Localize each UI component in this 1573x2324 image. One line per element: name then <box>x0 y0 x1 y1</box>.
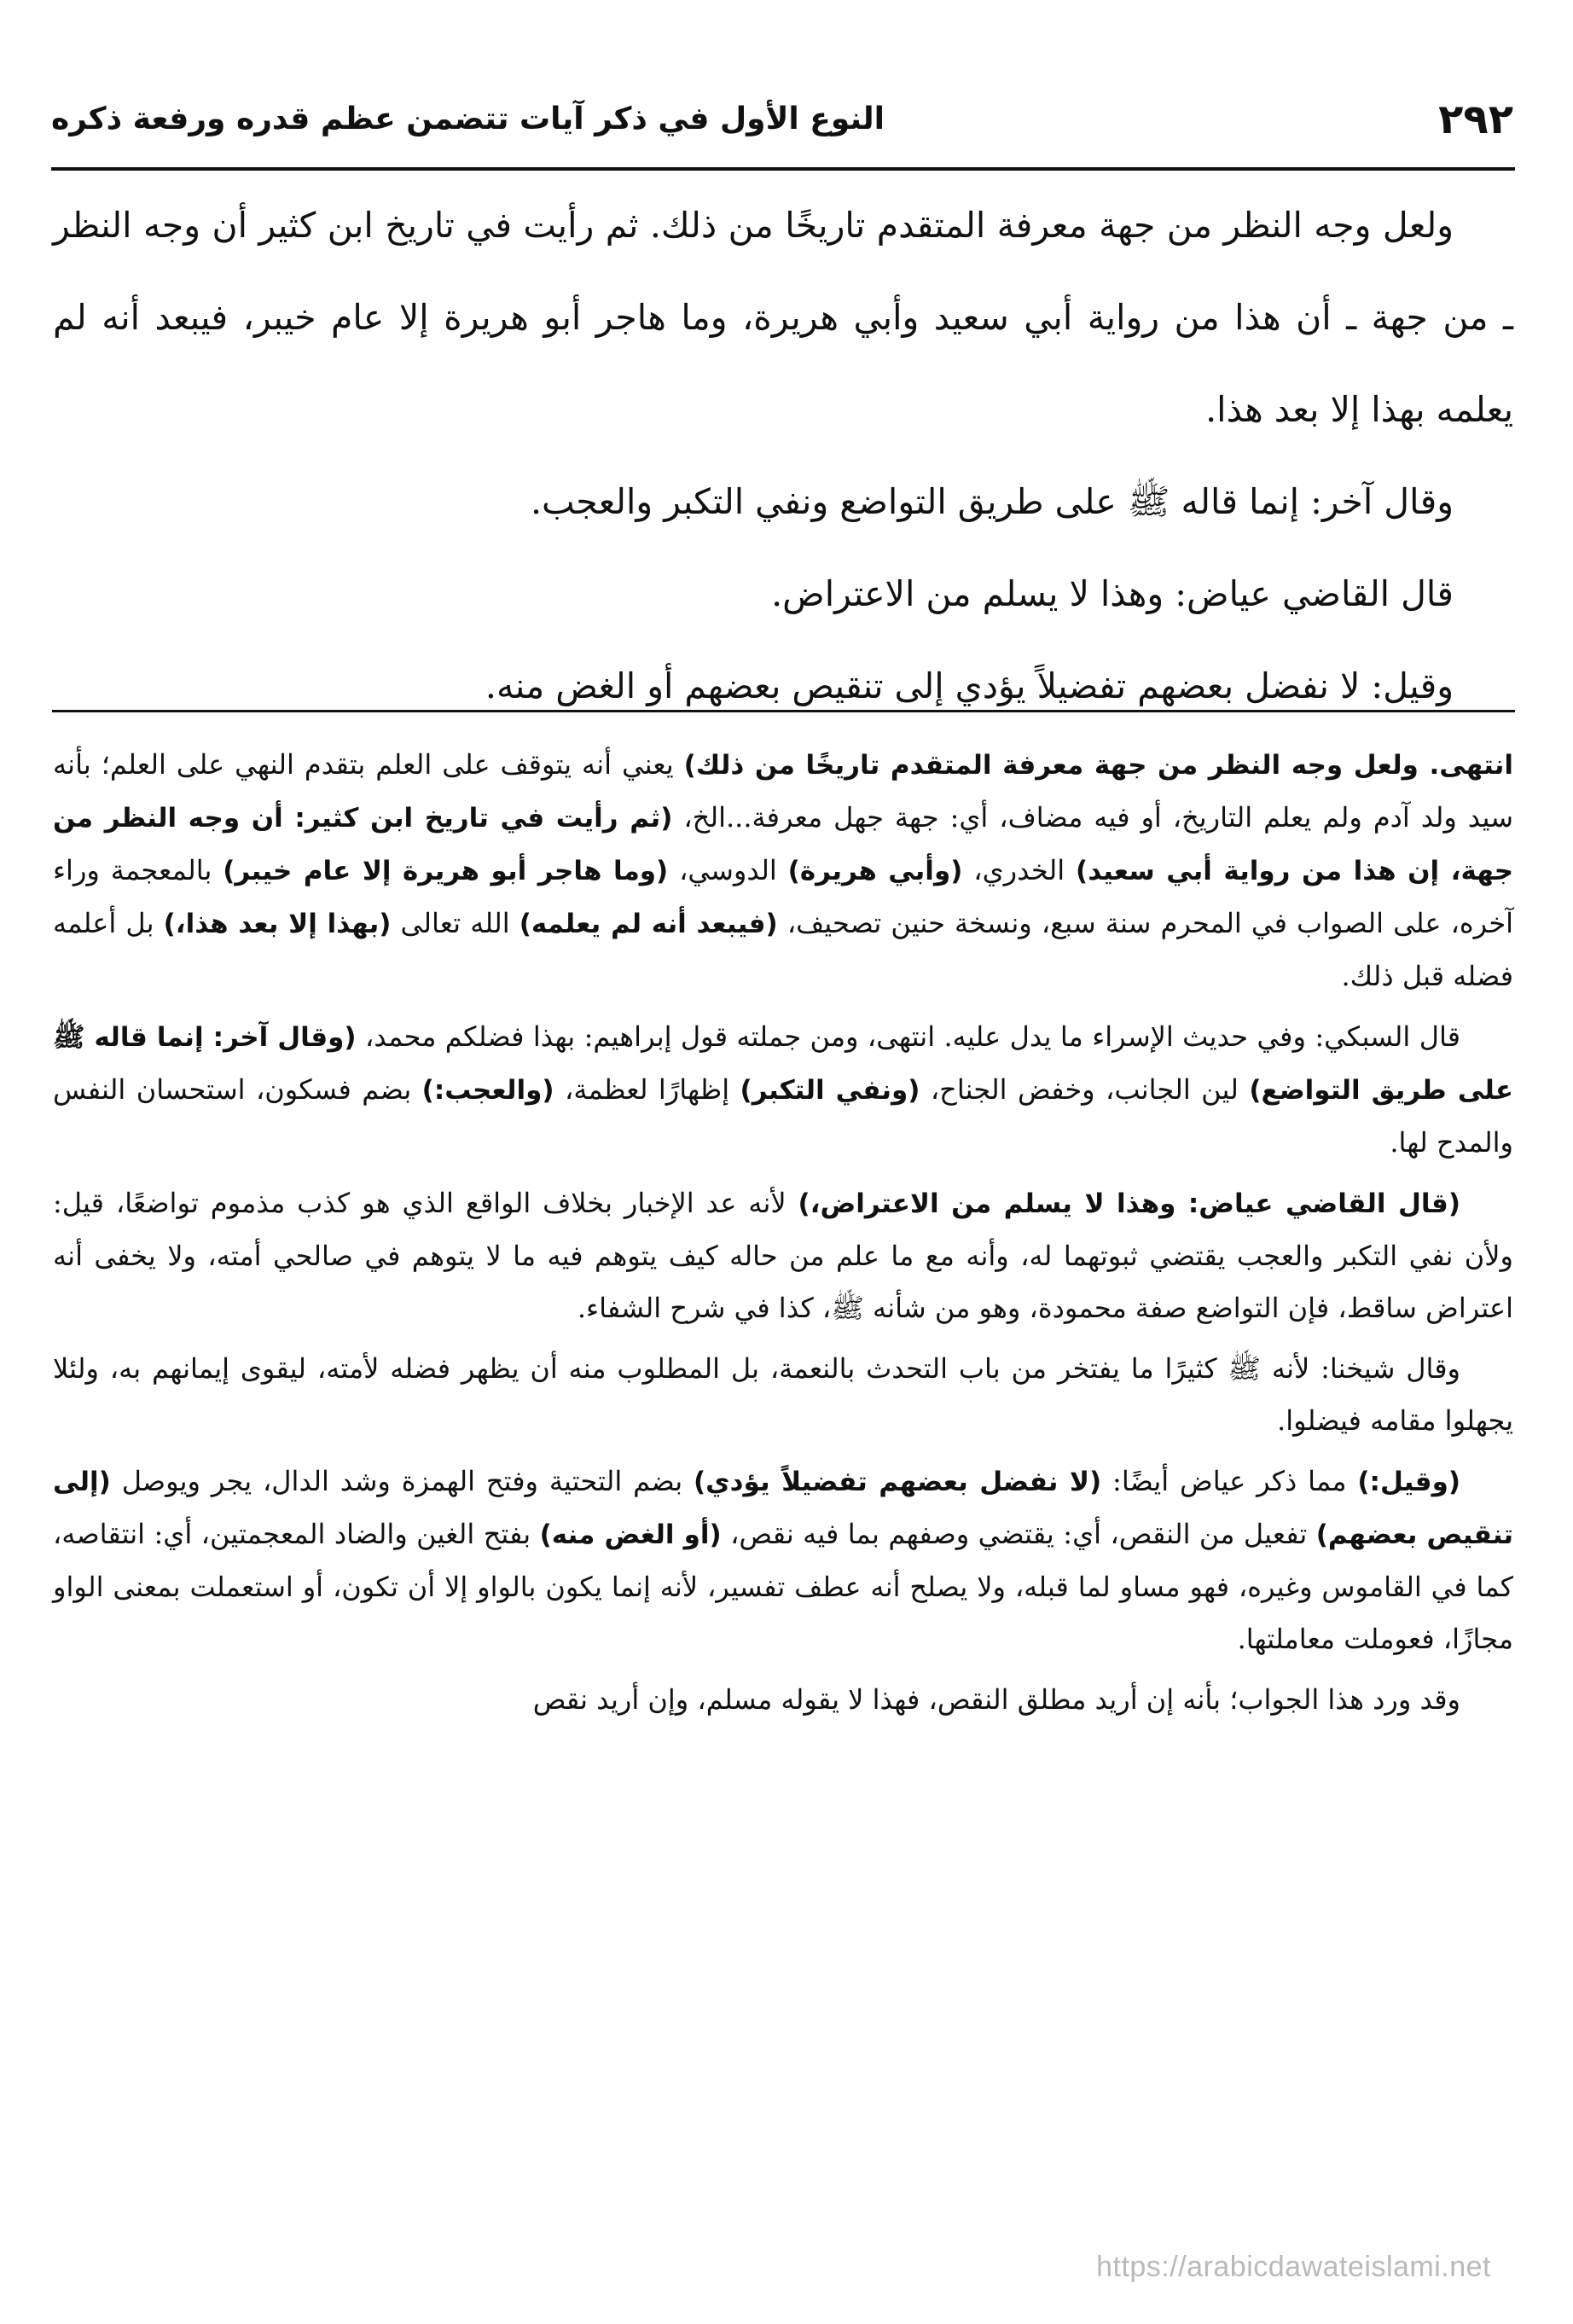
quoted-text: (والعجب:) <box>421 1075 554 1106</box>
commentary-text: الدوسي، <box>668 854 788 886</box>
quoted-text: (إلى تنقيص بعضهم) <box>53 1467 1514 1550</box>
quoted-text: (وقيل:) <box>1357 1467 1461 1497</box>
commentary-text: بضم فسكون، استحسان النفس والمدح لها. <box>53 1073 1513 1159</box>
quoted-text: انتهى. ولعل وجه النظر من جهة معرفة المتقدم تاريخًا من ذلك) <box>683 750 1513 781</box>
page-header <box>51 85 1513 154</box>
commentary-paragraph: وقد ورد هذا الجواب؛ بأنه إن أريد مطلق النقص، فهذا لا يقوله مسلم، وإن أريد نقص <box>532 1683 1460 1716</box>
commentary-text: لأنه عد الإخبار بخلاف الواقع الذي هو كذب مذموم تواضعًا، قيل: ولأن نفي التكبر والعجب يقتضي ثبوتهما له، وأنه مع ما علم من حاله كيف يتوهم فيه ما لا يتوهم في صالحي أمته، ولا يخفى أنه اعتراض ساقط، فإن التواضع صفة محمودة، وهو من شأنه ﷺ، كذا في شرح الشفاء. <box>53 1187 1513 1324</box>
commentary-paragraph <box>53 1455 1513 1665</box>
main-paragraph: ولعل وجه النظر من جهة معرفة المتقدم تاريخًا من ذلك. ثم رأيت في تاريخ ابن كثير أن وجه النظر ـ من جهة ـ أن هذا من رواية أبي سعيد وأبي هريرة، وما هاجر أبو هريرة إلا عام خيبر، فيبعد أنه لم يعلمه بهذا إلا بعد هذا. <box>53 205 1513 430</box>
header-rule <box>51 167 1515 171</box>
main-text <box>53 179 1513 732</box>
commentary-text: بل أعلمه فضله قبل ذلك. <box>53 907 1513 992</box>
commentary-text: تفعيل من النقص، أي: يقتضي وصفهم بما فيه نقص، <box>721 1518 1316 1550</box>
commentary-text: قال السبكي: وفي حديث الإسراء ما يدل عليه. انتهى، ومن جملته قول إبراهيم: بهذا فضلكم محمد، <box>356 1020 1461 1053</box>
quoted-text: (قال القاضي عياض: وهذا لا يسلم من الاعتراض،) <box>798 1188 1461 1219</box>
commentary <box>53 739 1513 1734</box>
commentary-text: إظهارًا لعظمة، <box>554 1073 740 1106</box>
quoted-text: (وأبي هريرة) <box>787 856 963 886</box>
running-title: النوع الأول في ذكر آيات تتضمن عظم قدره ورفعة ذكره <box>51 102 885 137</box>
main-paragraph: وقيل: لا نفضل بعضهم تفضيلاً يؤدي إلى تنقيص بعضهم أو الغض منه. <box>485 665 1454 706</box>
commentary-paragraph: وقال شيخنا: لأنه ﷺ كثيرًا ما يفتخر من باب التحدث بالنعمة، بل المطلوب منه أن يظهر فضله لأمته، ليقوى إيمانهم به، ولئلا يجهلوا مقامه فيضلوا. <box>53 1352 1513 1437</box>
commentary-text: بفتح الغين والضاد المعجمتين، أي: انتقاصه، كما في القاموس وغيره، فهو مساو لما قبله، ولا يصلح أنه عطف تفسير، لأنه إنما يكون بالواو إلا أن تكون، أو استعملت بمعنى الواو مجازًا، فعوملت معاملتها. <box>53 1518 1513 1655</box>
quoted-text: (فيبعد أنه لم يعلمه) <box>519 909 778 939</box>
quoted-text: (أو الغض منه) <box>539 1519 722 1550</box>
quoted-text: (بهذا إلا بعد هذا،) <box>163 909 392 939</box>
main-paragraph: وقال آخر: إنما قاله ﷺ على طريق التواضع ونفي التكبر والعجب. <box>530 481 1454 522</box>
watermark-url: https://arabicdawateislami.net <box>1096 2251 1491 2283</box>
commentary-paragraph <box>53 739 1513 1002</box>
commentary-text: لين الجانب، وخفض الجناح، <box>920 1073 1250 1106</box>
page-number: ٢٩٢ <box>1438 96 1513 143</box>
main-paragraph: قال القاضي عياض: وهذا لا يسلم من الاعتراض. <box>771 573 1454 614</box>
quoted-text: (لا نفضل بعضهم تفضيلاً يؤدي) <box>694 1467 1102 1497</box>
commentary-text: بالمعجمة وراء آخره، على الصواب في المحرم سنة سبع، ونسخة حنين تصحيف، <box>53 854 1514 939</box>
commentary-paragraph <box>53 1177 1513 1334</box>
commentary-text: الله تعالى <box>391 907 519 939</box>
quoted-text: (وما هاجر أبو هريرة إلا عام خيبر) <box>223 856 669 886</box>
commentary-text: بضم التحتية وفتح الهمزة وشد الدال، يجر ويوصل <box>110 1465 694 1497</box>
quoted-text: (ونفي التكبر) <box>740 1075 920 1106</box>
footnote-separator <box>52 710 1515 712</box>
commentary-paragraph <box>53 1011 1513 1169</box>
commentary-text: الخدري، <box>962 854 1077 886</box>
quoted-text: (ثم رأيت في تاريخ ابن كثير: أن وجه النظر من جهة، إن هذا من رواية أبي سعيد) <box>53 803 1514 886</box>
commentary-text: يعني أنه يتوقف على العلم بتقدم النهي على العلم؛ بأنه سيد ولد آدم ولم يعلم التاريخ، أو فيه مضاف، أي: جهة جهل معرفة...الخ، <box>53 748 1514 834</box>
quoted-text: (وقال آخر: إنما قاله ﷺ على طريق التواضع) <box>53 1022 1514 1106</box>
commentary-text: مما ذكر عياض أيضًا: <box>1101 1465 1358 1497</box>
